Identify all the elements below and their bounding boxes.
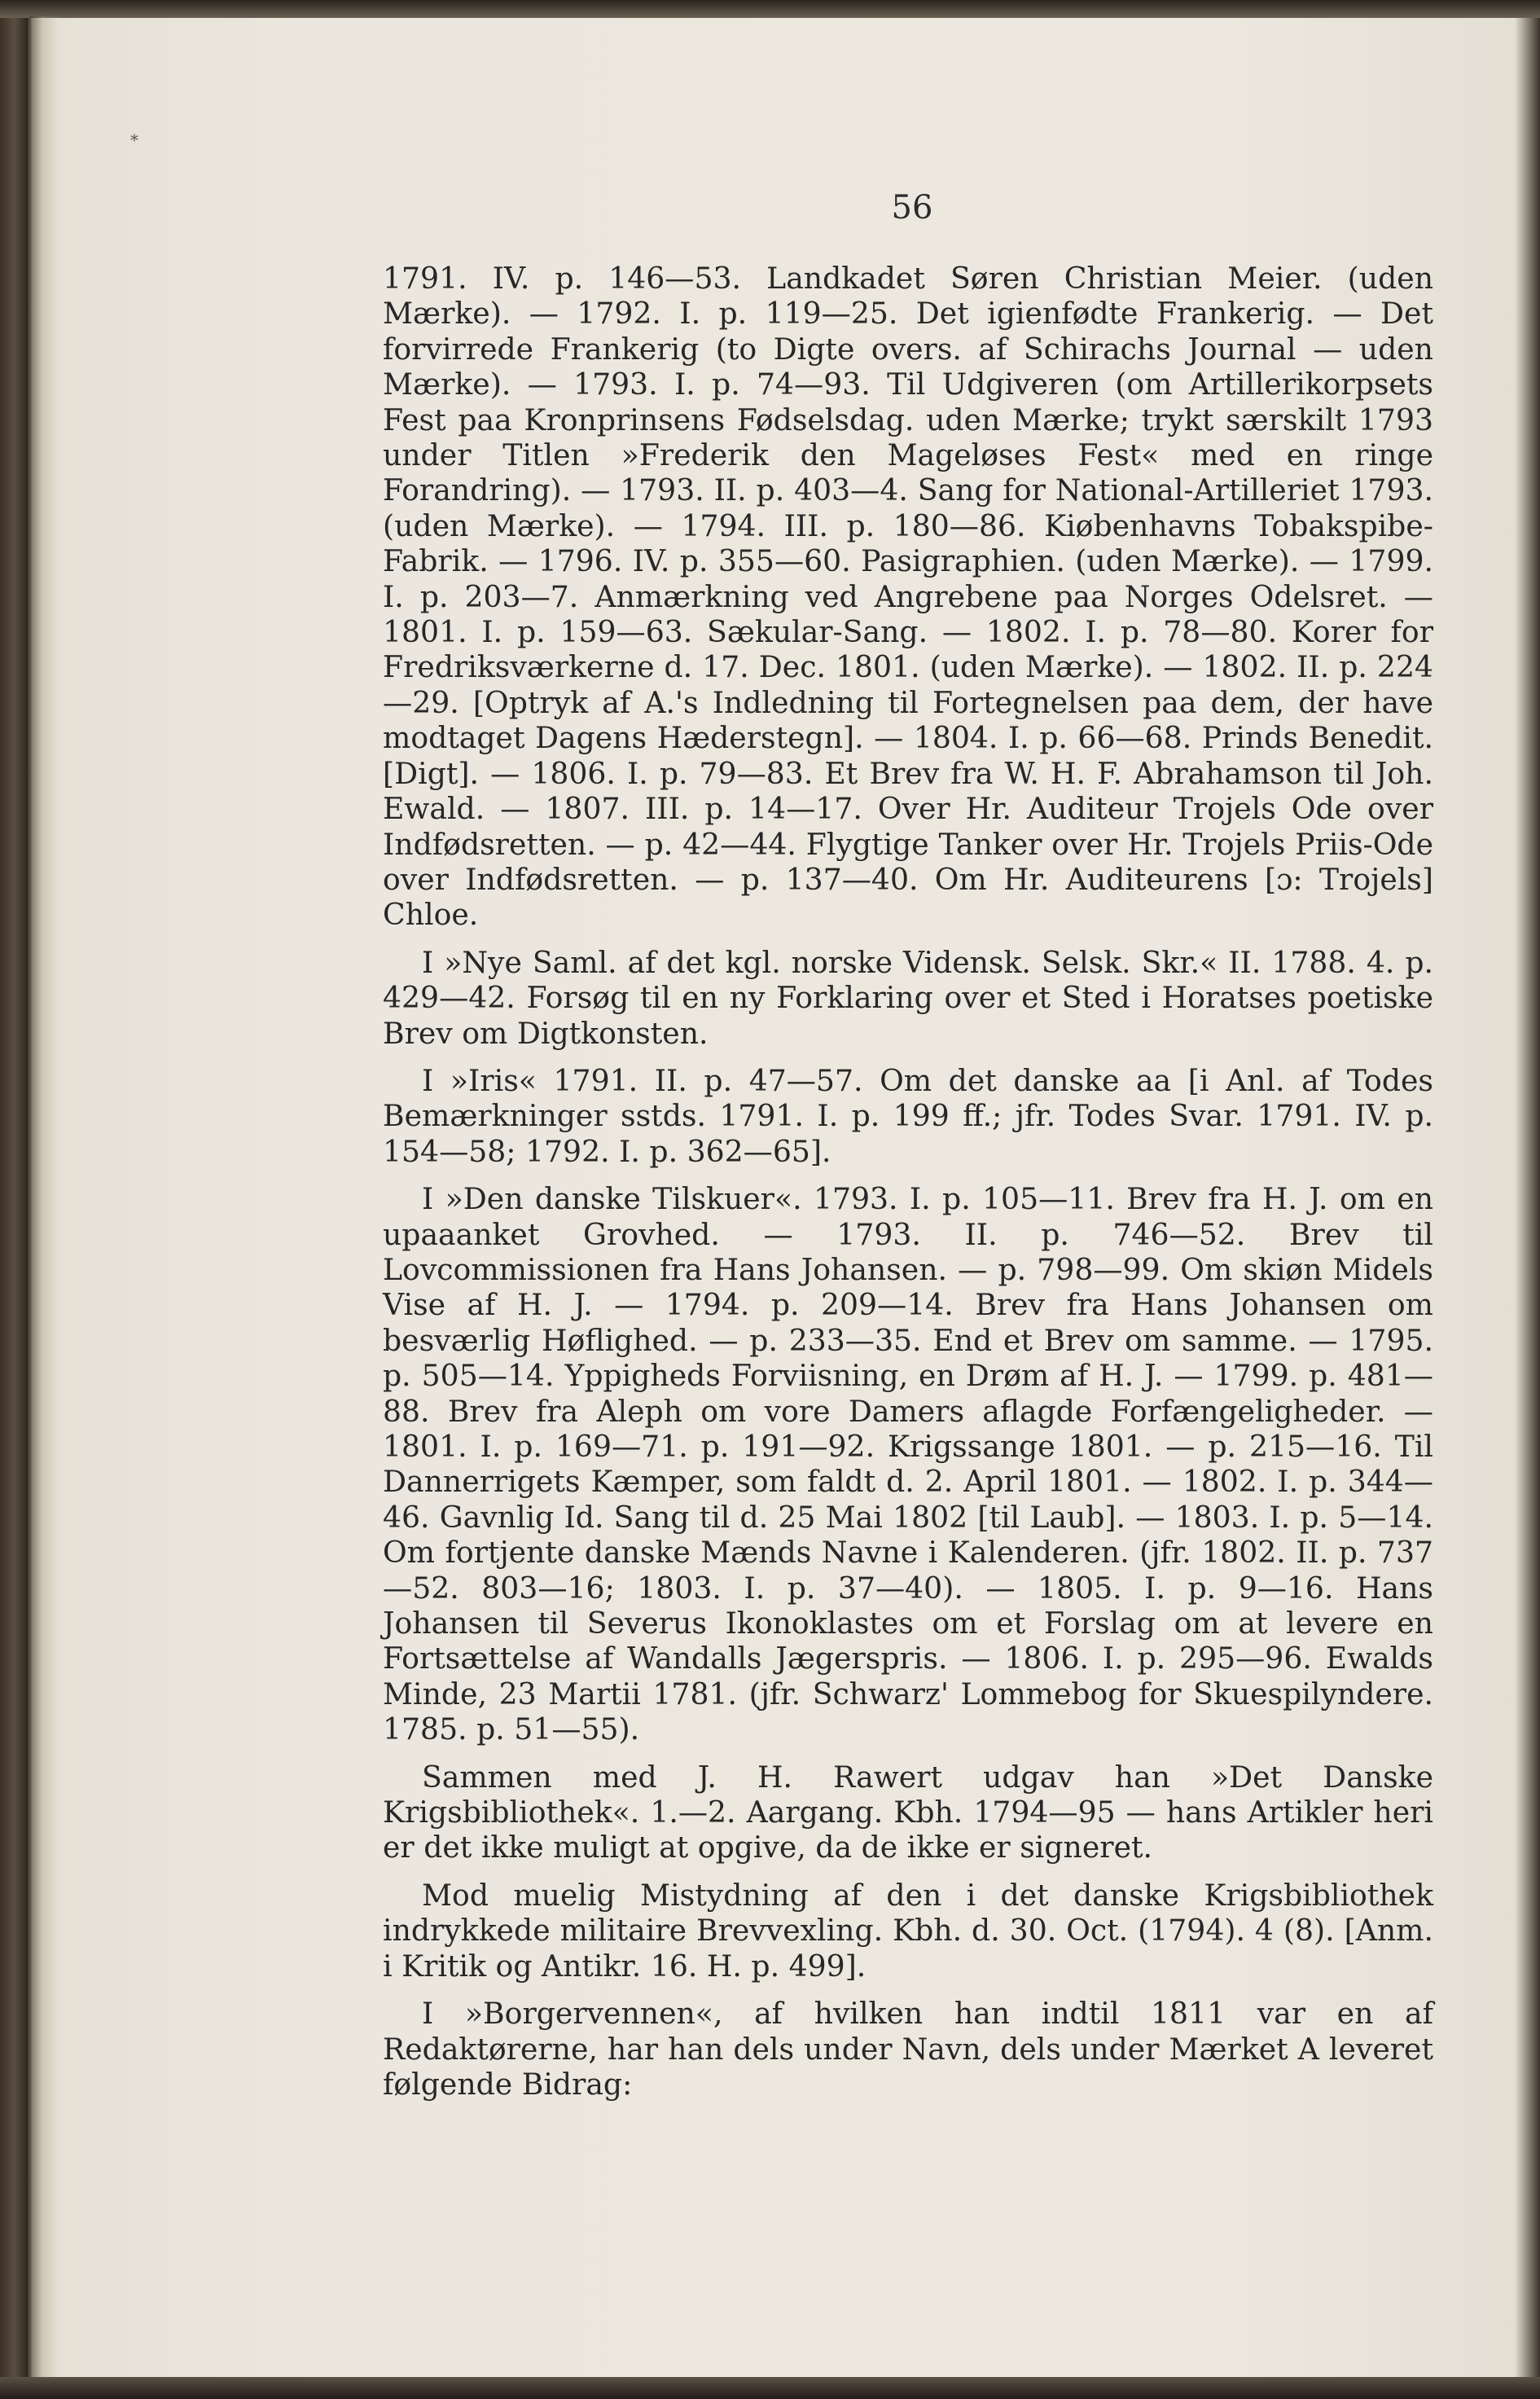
- page-number: 56: [891, 189, 933, 226]
- margin-mark: *: [130, 130, 138, 150]
- paragraph-4: I »Den danske Tilskuer«. 1793. I. p. 105—11. Brev fra H. J. om en upaaanket Grovhed. — 1793. II. p. 746—52. Brev til Lovcommissionen fra Hans Johansen. — p. 798—99. Om skiøn Midels Vise af H. J. — 1794. p. 209—14. Brev fra Hans Johansen om besværlig Høflighed. — p. 233—35. End et Brev om samme. — 1795. p. 505—14. Yppigheds Forviisning, en Drøm af H. J. — 1799. p. 481—88. Brev fra Aleph om vore Damers aflagde Forfængeligheder. — 1801. I. p. 169—71. p. 191—92. Krigssange 1801. — p. 215—16. Til Dannerrigets Kæmper, som faldt d. 2. April 1801. — 1802. I. p. 344—46. Gavnlig Id. Sang til d. 25 Mai 1802 [til Laub]. — 1803. I. p. 5—14. Om fortjente danske Mænds Navne i Kalenderen. (jfr. 1802. II. p. 737—52. 803—16; 1803. I. p. 37—40). — 1805. I. p. 9—16. Hans Johansen til Severus Ikonoklastes om et Forslag om at levere en Fortsættelse af Wandalls Jægerspris. — 1806. I. p. 295—96. Ewalds Minde, 23 Martii 1781. (jfr. Schwarz' Lommebog for Skuespilyndere. 1785. p. 51—55).: [383, 1181, 1433, 1747]
- binding-gutter: [29, 16, 62, 2379]
- scan-bottom-edge: [0, 2377, 1540, 2399]
- paragraph-1: 1791. IV. p. 146—53. Landkadet Søren Christian Meier. (uden Mærke). — 1792. I. p. 119—25. Det igienfødte Frankerig. — Det forvirrede Frankerig (to Digte overs. af Schirachs Journal — uden Mærke). — 1793. I. p. 74—93. Til Udgiveren (om Artillerikorpsets Fest paa Kronprinsens Fødselsdag. uden Mærke; trykt særskilt 1793 under Titlen »Frederik den Mageløses Fest« med en ringe Forandring). — 1793. II. p. 403—4. Sang for National-Artilleriet 1793. (uden Mærke). — 1794. III. p. 180—86. Kiøbenhavns Tobakspibe-Fabrik. — 1796. IV. p. 355—60. Pasigraphien. (uden Mærke). — 1799. I. p. 203—7. Anmærkning ved Angrebene paa Norges Odelsret. — 1801. I. p. 159—63. Sækular-Sang. — 1802. I. p. 78—80. Korer for Fredriksværkerne d. 17. Dec. 1801. (uden Mærke). — 1802. II. p. 224—29. [Optryk af A.'s Indledning til Fortegnelsen paa dem, der have modtaget Dagens Hæderstegn]. — 1804. I. p. 66—68. Prinds Benedit. [Digt]. — 1806. I. p. 79—83. Et Brev fra W. H. F. Abrahamson til Joh. Ewald. — 1807. III. p. 14—17. Over Hr. Auditeur Trojels Ode over Indfødsretten. — p. 42—44. Flygtige Tanker over Hr. Trojels Priis-Ode over Indfødsretten. — p. 137—40. Om Hr. Auditeurens [ɔ: Trojels] Chloe.: [383, 261, 1433, 933]
- paragraph-3: I »Iris« 1791. II. p. 47—57. Om det danske aa [i Anl. af Todes Bemærkninger sstds. 1791. I. p. 199 ff.; jfr. Todes Svar. 1791. IV. p. 154—58; 1792. I. p. 362—65].: [383, 1062, 1433, 1169]
- scan-top-edge: [0, 0, 1540, 18]
- paragraph-6: Mod muelig Mistydning af den i det danske Krigsbibliothek indrykkede militaire Brevvexling. Kbh. d. 30. Oct. (1794). 4 (8). [Anm. i Kritik og Antikr. 16. H. p. 499].: [383, 1877, 1433, 1984]
- paragraph-2: I »Nye Saml. af det kgl. norske Vidensk. Selsk. Skr.« II. 1788. 4. p. 429—42. Forsøg til en ny Forklaring over et Sted i Horatses poetiske Brev om Digtkonsten.: [383, 944, 1433, 1051]
- paragraph-5: Sammen med J. H. Rawert udgav han »Det Danske Krigsbibliothek«. 1.—2. Aargang. Kbh. 1794—95 — hans Artikler heri er det ikke muligt at opgive, da de ikke er signeret.: [383, 1759, 1433, 1865]
- paragraph-7: I »Borgervennen«, af hvilken han indtil 1811 var en af Redaktørerne, har han dels under Navn, dels under Mærket A leveret følgende Bidrag:: [383, 1996, 1433, 2102]
- text-body: [383, 261, 1433, 2102]
